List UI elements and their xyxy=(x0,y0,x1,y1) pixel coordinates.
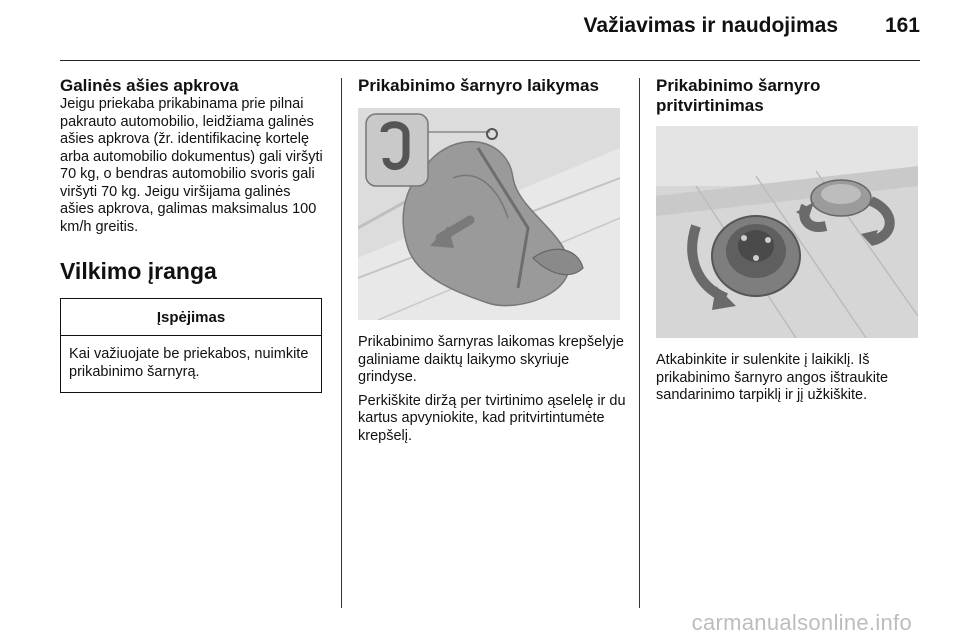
watermark: carmanualsonline.info xyxy=(691,610,912,635)
section-title-mounting: Prikabinimo šarnyro pritvirtinimas xyxy=(656,76,821,115)
tow-ball-mounting-illustration xyxy=(656,126,918,338)
header-rule xyxy=(60,60,920,61)
section-text-rear-axle: Jeigu priekaba prikabinama prie pilnai pakrauto automobilio, leidžiama galinės ašies apkrova (žr. identifikacinę kortelę arba automobilio dokumentus) gali viršyti 70 kg, o bendras automobilio svoris gali viršyti 70 kg. Jeigu viršijama galinės ašies apkrova, galimas maksimalus 100 km/h greitis. xyxy=(60,96,323,235)
column-3 xyxy=(656,76,924,405)
warning-box xyxy=(60,298,322,393)
page-header-title: Važiavimas ir naudojimas xyxy=(583,14,838,37)
warning-text: Kai važiuojate be priekabos, nuimkite prikabinimo šarnyrą. xyxy=(69,346,309,380)
section-title-rear-axle: Galinės ašies apkrova xyxy=(60,76,239,95)
column-2 xyxy=(358,76,626,445)
page-number: 161 xyxy=(884,14,920,37)
column-divider-2 xyxy=(639,78,640,608)
column-divider-1 xyxy=(341,78,342,608)
warning-title: Įspėjimas xyxy=(61,299,321,336)
mounting-paragraph-1: Atkabinkite ir sulenkite į laikiklį. Iš prikabinimo šarnyro angos ištraukite sandarinimo tarpiklį ir jį užkiškite. xyxy=(656,352,889,403)
storage-paragraph-1: Prikabinimo šarnyras laikomas krepšelyje galiniame daiktų laikymo skyriuje grindyse. xyxy=(358,334,624,385)
section-title-storage: Prikabinimo šarnyro laikymas xyxy=(358,76,599,95)
tow-ball-storage-illustration xyxy=(358,108,620,320)
column-1 xyxy=(60,76,328,393)
heading-towing-equipment: Vilkimo įranga xyxy=(60,258,217,284)
storage-paragraph-2: Perkiškite diržą per tvirtinimo ąselelę ir du kartus apvyniokite, kad pritvirtintumėte krepšelį. xyxy=(358,392,626,444)
